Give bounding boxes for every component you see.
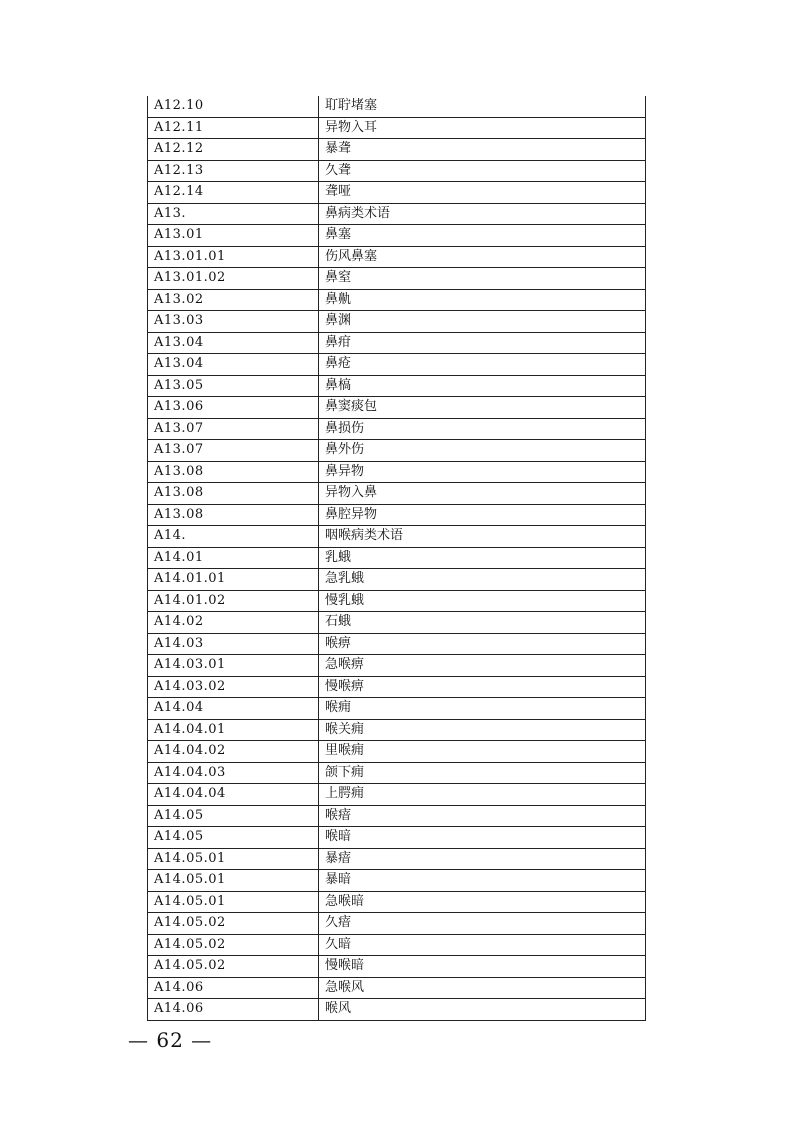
table-row (148, 870, 646, 892)
table-row (148, 311, 646, 333)
term-code-cell: A14.04.04 (148, 784, 319, 806)
term-code-cell: A12.10 (148, 96, 319, 117)
term-code-cell: A14.03.01 (148, 655, 319, 677)
term-name-cell: 暴瘖 (319, 848, 646, 870)
table-row (148, 999, 646, 1021)
term-name-cell: 鼻病类术语 (319, 203, 646, 225)
term-code-cell: A14.05.02 (148, 913, 319, 935)
term-code-cell: A14.04.02 (148, 741, 319, 763)
table-row (148, 418, 646, 440)
term-name-cell: 鼻槁 (319, 375, 646, 397)
term-name-cell: 里喉痈 (319, 741, 646, 763)
table-body (148, 96, 646, 1020)
term-code-cell: A14.03 (148, 633, 319, 655)
table-row (148, 139, 646, 161)
term-code-cell: A13. (148, 203, 319, 225)
term-name-cell: 喉关痈 (319, 719, 646, 741)
term-name-cell: 鼻鼽 (319, 289, 646, 311)
table-row (148, 848, 646, 870)
term-code-cell: A13.06 (148, 397, 319, 419)
term-code-cell: A14.04.03 (148, 762, 319, 784)
term-name-cell: 慢喉暗 (319, 956, 646, 978)
table-row (148, 784, 646, 806)
table-row (148, 762, 646, 784)
table-row (148, 375, 646, 397)
term-code-cell: A13.02 (148, 289, 319, 311)
table-row (148, 225, 646, 247)
term-code-cell: A14.05 (148, 805, 319, 827)
term-name-cell: 急喉痹 (319, 655, 646, 677)
term-code-cell: A14.01.01 (148, 569, 319, 591)
table-row (148, 354, 646, 376)
term-name-cell: 颌下痈 (319, 762, 646, 784)
term-code-cell: A14. (148, 526, 319, 548)
term-name-cell: 久瘖 (319, 913, 646, 935)
term-name-cell: 慢乳蛾 (319, 590, 646, 612)
term-name-cell: 久聋 (319, 160, 646, 182)
term-code-cell: A14.05.02 (148, 956, 319, 978)
table-row (148, 827, 646, 849)
table-row (148, 698, 646, 720)
term-code-cell: A13.01 (148, 225, 319, 247)
term-name-cell: 喉瘖 (319, 805, 646, 827)
term-code-cell: A14.04.01 (148, 719, 319, 741)
table-row (148, 956, 646, 978)
term-name-cell: 暴聋 (319, 139, 646, 161)
term-code-cell: A14.06 (148, 977, 319, 999)
term-name-cell: 鼻异物 (319, 461, 646, 483)
table-row (148, 96, 646, 117)
table-row (148, 483, 646, 505)
term-code-cell: A14.03.02 (148, 676, 319, 698)
term-code-cell: A14.05 (148, 827, 319, 849)
term-code-cell: A14.05.02 (148, 934, 319, 956)
term-code-cell: A14.02 (148, 612, 319, 634)
table-row (148, 805, 646, 827)
term-code-cell: A14.05.01 (148, 891, 319, 913)
table-row (148, 246, 646, 268)
table-row (148, 504, 646, 526)
table-row (148, 934, 646, 956)
term-code-cell: A12.13 (148, 160, 319, 182)
table-row (148, 741, 646, 763)
term-code-cell: A13.08 (148, 461, 319, 483)
table-row (148, 913, 646, 935)
table-row (148, 117, 646, 139)
term-name-cell: 上腭痈 (319, 784, 646, 806)
term-name-cell: 鼻疮 (319, 354, 646, 376)
term-name-cell: 异物入鼻 (319, 483, 646, 505)
table-row (148, 268, 646, 290)
term-name-cell: 咽喉病类术语 (319, 526, 646, 548)
term-code-cell: A14.04 (148, 698, 319, 720)
term-name-cell: 急喉风 (319, 977, 646, 999)
table-row (148, 526, 646, 548)
term-code-cell: A13.05 (148, 375, 319, 397)
table-row (148, 547, 646, 569)
term-code-cell: A13.04 (148, 332, 319, 354)
table-row (148, 719, 646, 741)
term-name-cell: 鼻塞 (319, 225, 646, 247)
table-row (148, 655, 646, 677)
table-row (148, 182, 646, 204)
table-row (148, 977, 646, 999)
term-name-cell: 鼻疳 (319, 332, 646, 354)
term-name-cell: 喉痈 (319, 698, 646, 720)
table-row (148, 569, 646, 591)
term-code-cell: A14.01 (148, 547, 319, 569)
table-row (148, 332, 646, 354)
term-code-cell: A14.05.01 (148, 848, 319, 870)
table-row (148, 590, 646, 612)
table-row (148, 440, 646, 462)
term-code-cell: A13.08 (148, 504, 319, 526)
table-row (148, 891, 646, 913)
term-name-cell: 乳蛾 (319, 547, 646, 569)
term-name-cell: 异物入耳 (319, 117, 646, 139)
term-code-cell: A13.07 (148, 440, 319, 462)
term-code-cell: A12.11 (148, 117, 319, 139)
term-code-cell: A13.07 (148, 418, 319, 440)
term-name-cell: 喉暗 (319, 827, 646, 849)
term-name-cell: 暴暗 (319, 870, 646, 892)
table-row (148, 676, 646, 698)
table-row (148, 203, 646, 225)
term-code-cell: A13.01.01 (148, 246, 319, 268)
page-number: — 62 — (128, 1028, 213, 1052)
term-code-cell: A12.14 (148, 182, 319, 204)
term-name-cell: 鼻窒 (319, 268, 646, 290)
term-name-cell: 聋哑 (319, 182, 646, 204)
term-name-cell: 喉风 (319, 999, 646, 1021)
term-name-cell: 鼻损伤 (319, 418, 646, 440)
term-code-cell: A14.01.02 (148, 590, 319, 612)
term-name-cell: 石蛾 (319, 612, 646, 634)
term-code-cell: A13.04 (148, 354, 319, 376)
term-code-cell: A14.05.01 (148, 870, 319, 892)
term-code-cell: A14.06 (148, 999, 319, 1021)
terminology-table (147, 96, 646, 1021)
table-row (148, 612, 646, 634)
term-name-cell: 慢喉痹 (319, 676, 646, 698)
term-name-cell: 鼻渊 (319, 311, 646, 333)
term-code-cell: A13.03 (148, 311, 319, 333)
table-row (148, 633, 646, 655)
term-name-cell: 鼻腔异物 (319, 504, 646, 526)
term-name-cell: 喉痹 (319, 633, 646, 655)
term-name-cell: 伤风鼻塞 (319, 246, 646, 268)
term-code-cell: A12.12 (148, 139, 319, 161)
term-name-cell: 久暗 (319, 934, 646, 956)
table-row (148, 461, 646, 483)
term-name-cell: 急乳蛾 (319, 569, 646, 591)
term-name-cell: 鼻外伤 (319, 440, 646, 462)
term-code-cell: A13.08 (148, 483, 319, 505)
table-row (148, 289, 646, 311)
term-name-cell: 耵聍堵塞 (319, 96, 646, 117)
term-name-cell: 鼻窦痰包 (319, 397, 646, 419)
table-row (148, 397, 646, 419)
term-code-cell: A13.01.02 (148, 268, 319, 290)
table-row (148, 160, 646, 182)
term-name-cell: 急喉暗 (319, 891, 646, 913)
